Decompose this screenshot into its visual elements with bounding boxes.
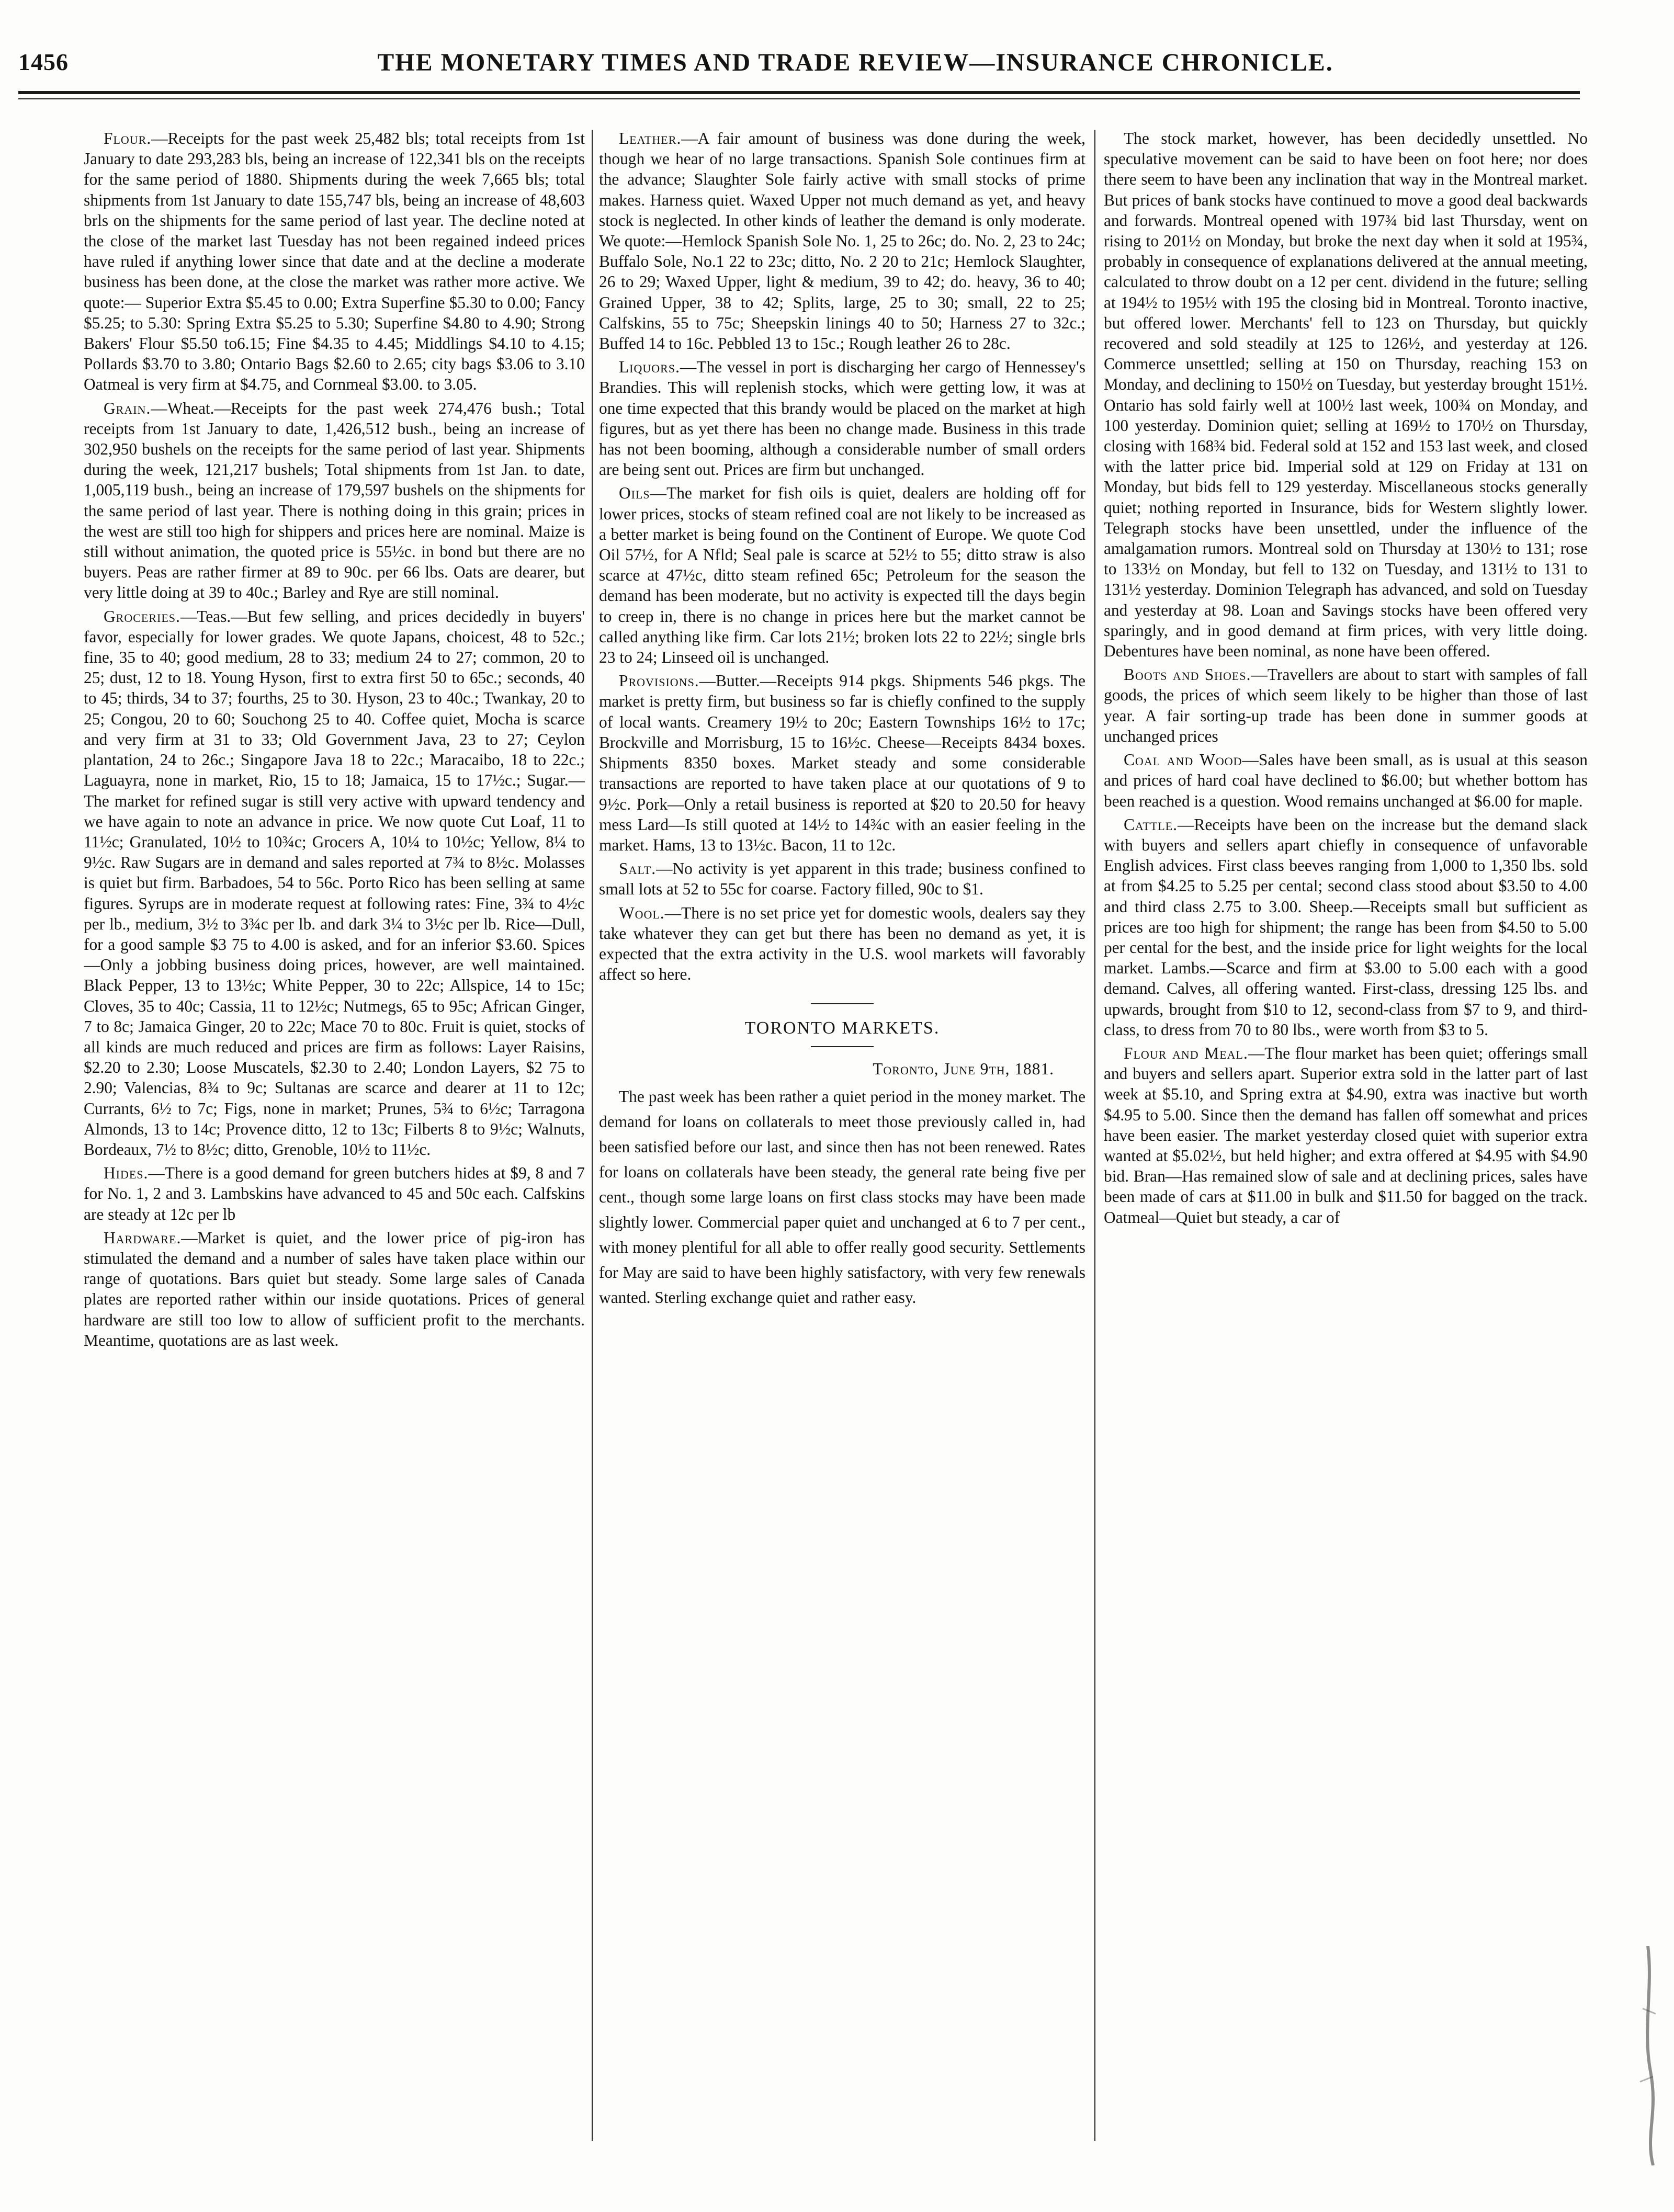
article-liquors [599, 357, 1085, 480]
article-cattle [1104, 814, 1588, 1040]
text-cattle: —Receipts have been on the increase but the demand slack with buyers and sellers apart chiefly in consequence of unfavorable English advices. First class beeves ranging from 1,000 to 1,350 lbs. sold at from $4.25 to 5.25 per cental; second class stood about $3.50 to 4.00 and third class 2.75 to 3.00. Sheep.—Receipts small but sufficient as prices are too high for shipment; the range has been from $4.50 to 5.00 per cental for the best, and the inside price for light weights for the local market. Lambs.—Scarce and firm at $3.00 to 5.00 each with a good demand. Calves, all offering wanted. First-class, dressing 125 lbs. and upwards, brought from $10 to 12, second-class from $7 to 9, and third-class, to dress from 70 to 80 lbs., were worth from $3 to 5. [1104, 815, 1588, 1039]
header-rule-thick [18, 91, 1580, 94]
heading-hides: Hides. [104, 1164, 149, 1183]
column-2 [599, 128, 1085, 2147]
header-rule-thin [18, 98, 1580, 99]
text-flour-meal: —The flour market has been quiet; offerings small and buyers and sellers apart. Superior extra sold in the latter part of last week at $5.10, and Spring extra at $4.90, extra was inactive but worth $4.95 to 5.00. Since then the demand has fallen off somewhat and prices have been easier. The market yesterday closed quiet with superior extra wanted at $5.02½, but held higher; and extra offered at $4.95 with $4.90 bid. Bran—Has remained slow of sale and at declining prices, sales have been made of cars at $11.00 in bulk and $11.50 for bagged on the track. Oatmeal—Quiet but steady, a car of [1104, 1043, 1588, 1227]
page-header [18, 48, 1588, 86]
heading-flour-meal: Flour and Meal. [1124, 1043, 1248, 1062]
heading-boots-shoes: Boots and Shoes. [1124, 665, 1251, 684]
article-money-market: The past week has been rather a quiet period in the money market. The demand for loans on collaterals to meet those previously called in, had been satisfied before our last, and since then has not been renewed. Rates for loans on collaterals have been steady, the general rate being five per cent., though some large loans on first class stocks may have been made slightly lower. Commercial paper quiet and unchanged at 6 to 7 per cent., with money plentiful for all able to offer really good security. Settlements for May are said to have been highly satisfactory, with very few renewals wanted. Sterling exchange quiet and rather easy. [599, 1087, 1085, 1307]
heading-coal-wood: Coal and Wood [1124, 751, 1242, 769]
section-title-toronto-markets: TORONTO MARKETS. [744, 1018, 940, 1038]
text-hides: —There is a good demand for green butchers hides at $9, 8 and 7 for No. 1, 2 and 3. Lambskins have advanced to 45 and 50c each. Calfskins are steady at 12c per lb [84, 1164, 585, 1223]
article-hardware [84, 1228, 585, 1351]
page-number: 1456 [18, 49, 69, 75]
article-leather [599, 128, 1085, 354]
section-rule-bottom [811, 1046, 874, 1047]
article-flour-meal [1104, 1043, 1588, 1228]
heading-wool: Wool. [619, 903, 665, 922]
article-salt [599, 858, 1085, 899]
heading-provisions: Provisions. [619, 672, 699, 690]
text-hardware: —Market is quiet, and the lower price of pig-iron has stimulated the demand and a number of sales have taken place within our range of quotations. Bars quiet but steady. Some large sales of Canada plates are reported rather within our inside quotations. Prices of general hardware are still too low to allow of sufficient profit to the merchants. Meantime, quotations are as last week. [84, 1228, 585, 1349]
heading-grain: Grain. [104, 399, 151, 417]
text-salt: —No activity is yet apparent in this trade; business confined to small lots at 52 to 55c for coarse. Factory filled, 90c to $1. [599, 859, 1085, 899]
text-coal-wood: —Sales have been small, as is usual at this season and prices of hard coal have declined to $6.00; but whether bottom has been reached is a question. Wood remains unchanged at $6.00 for maple. [1104, 751, 1588, 810]
text-flour: —Receipts for the past week 25,482 bls; total receipts from 1st January to date 293,283 bls, being an increase of 122,341 bls on the receipts for the same period of 1880. Shipments during the week 7,665 bls; total shipments from 1st January to date 155,747 bls, being an increase of 48,603 brls on the shipments for the same period of last year. The decline noted at the close of the market last Tuesday has not been regained indeed prices have ruled if anything lower since that date and at the decline a moderate business has been done, at the close the market was rather more active. We quote:— Superior Extra $5.45 to 0.00; Extra Superfine $5.30 to 0.00; Fancy $5.25; to 5.30: Spring Extra $5.25 to 5.30; Superfine $4.80 to 4.90; Strong Bakers' Flour $5.50 to6.15; Fine $4.35 to 4.45; Middlings $4.10 to 4.15; Pollards $3.70 to 3.80; Ontario Bags $2.60 to 2.65; city bags $3.06 to 3.10 Oatmeal is very firm at $4.75, and Cornmeal $3.00. to 3.05. [84, 129, 585, 394]
dateline: Toronto, June 9th, 1881. [873, 1059, 1054, 1078]
heading-oils: Oils [619, 484, 650, 503]
column-3 [1104, 128, 1588, 2147]
heading-hardware: Hardware. [104, 1228, 182, 1247]
article-boots-shoes [1104, 664, 1588, 746]
column-1 [84, 128, 585, 2147]
article-stock-market: The stock market, however, has been decidedly unsettled. No speculative movement can be said to have been on foot here; nor does there seem to have been any inclination that way in the Montreal market. But prices of bank stocks have continued to move a good deal backwards and forwards. Montreal opened with 197¾ bid last Thursday, went on rising to 201½ on Monday, but broke the next day when it sold at 195¾, probably in consequence of explanations delivered at the annual meeting, calculated to throw doubt on a 12 per cent. dividend in the future; selling at 194½ to 195½ with 195 the closing bid in Montreal. Toronto inactive, but offered lower. Merchants' fell to 123 on Thursday, but quickly recovered and sold steadily at 125 to 126½, and yesterday at 126. Commerce unsettled; selling at 150 on Thursday, reaching 153 on Monday, and declining to 150½ on Tuesday, but yesterday brought 151½. Ontario has sold fairly well at 100½ last week, 100¾ on Monday, and 100 yesterday. Dominion quiet; selling at 169½ to 170½ on Thursday, closing with 168¾ bid. Federal sold at 152 and 153 last week, and closed with the latter price bid. Imperial sold at 129 on Friday at 131 on Monday, but bids fell to 129 yesterday. Miscellaneous stocks generally quiet; nothing reported in Insurance, bids for Western slightly lower. Telegraph stocks have been unsettled, under the influence of the amalgamation rumors. Montreal sold on Thursday at 130½ to 131; rose to 133½ on Monday, but fell to 132 on Tuesday, and 131½ to 131 to 131½ yesterday. Dominion Telegraph has advanced, and sold on Tuesday and yesterday at 98. Loan and Savings stocks have been offered very sparingly, and in good demand at firm prices, with very little doing. Debentures have been nominal, as none have been offered. [1104, 129, 1588, 661]
heading-flour: Flour. [104, 129, 152, 148]
text-liquors: —The vessel in port is discharging her cargo of Hennessey's Brandies. This will replenish stocks, which were getting low, it was at one time expected that this brandy would be placed on the market at high figures, but as yet there has been no change made. Business in this trade has not been booming, although a considerable number of small orders are being sent out. Prices are firm but unchanged. [599, 358, 1085, 479]
article-groceries [84, 606, 585, 1160]
article-grain [84, 398, 585, 603]
column-divider-2 [1094, 130, 1095, 2141]
page-edge-smudge [1632, 1946, 1661, 2165]
heading-cattle: Cattle. [1124, 815, 1178, 834]
heading-salt: Salt. [619, 859, 657, 878]
article-hides [84, 1163, 585, 1224]
heading-liquors: Liquors. [619, 358, 680, 377]
text-provisions: —Butter.—Receipts 914 pkgs. Shipments 546 pkgs. The market is pretty firm, but business so far is chiefly confined to the supply of local wants. Creamery 19½ to 20c; Eastern Townships 16½ to 17c; Brockville and Morrisburg, 15 to 16½c. Cheese—Receipts 8434 boxes. Shipments 8350 boxes. Market steady and some considerable transactions are reported to have taken place at our quotations of 9 to 9½c. Pork—Only a retail business is reported at $20 to 20.50 for heavy mess Lard—Is still quoted at 14½ to 14¾c with an easier feeling in the market. Hams, 13 to 13½c. Bacon, 11 to 12c. [599, 672, 1085, 854]
article-wool [599, 903, 1085, 985]
text-groceries: —Teas.—But few selling, and prices decidedly in buyers' favor, especially for lower grades. We quote Japans, choicest, 48 to 52c.; fine, 35 to 40; good medium, 28 to 33; medium 24 to 27; common, 20 to 25; dust, 12 to 18. Young Hyson, first to extra first 50 to 65c.; seconds, 40 to 45; thirds, 34 to 37; fourths, 25 to 30. Hyson, 23 to 40c.; Twankay, 20 to 25; Congou, 20 to 60; Souchong 25 to 40. Coffee quiet, Mocha is scarce and very firm at 31 to 33; Old Government Java, 23 to 27; Ceylon plantation, 24 to 26c.; Singapore Java 18 to 22c.; Maracaibo, 18 to 22c.; Laguayra, none in market, Rio, 15 to 18; Jamaica, 15 to 17½c.; Sugar.—The market for refined sugar is still very active with upward tendency and we have again to note an advance in price. We now quote Cut Loaf, 11 to 11½c; Granulated, 10½ to 10¾c; Grocers A, 10¼ to 10½c; Yellow, 8¼ to 9½c. Raw Sugars are in demand and sales reported at 7¾ to 8½c. Molasses is quiet but firm. Barbadoes, 54 to 56c. Porto Rico has been selling at same figures. Syrups are in moderate request at following rates: Fine, 3¾ to 4½c per lb., medium, 3½ to 3¾c per lb. and dark 3¼ to 3½c per lb. Rice—Dull, for a good sample $3 75 to 4.00 is asked, and for an inferior $3.60. Spices—Only a jobbing business doing prices, however, are well maintained. Black Pepper, 13 to 13½c; White Pepper, 30 to 22c; Allspice, 14 to 15c; Cloves, 35 to 40c; Cassia, 11 to 12½c; Nutmegs, 65 to 95c; African Ginger, 7 to 8c; Jamaica Ginger, 20 to 22c; Mace 70 to 80c. Fruit is quiet, stocks of all kinds are much reduced and prices are firm as follows: Layer Raisins, $2.20 to 2.30; Loose Muscatels, $2.30 to 2.40; London Layers, $2 75 to 2.90; Valencias, 8¾ to 9c; Sultanas are scarce and dearer at 11 to 12c; Currants, 6½ to 7c; Figs, none in market; Prunes, 5¾ to 6½c; Tarragona Almonds, 13 to 14c; Provence ditto, 12 to 13c; Filberts 8 to 9½c; Walnuts, Bordeaux, 7½ to 8½c; ditto, Grenoble, 10½ to 11½c. [84, 607, 585, 1159]
text-grain: —Wheat.—Receipts for the past week 274,476 bush.; Total receipts from 1st January to date, 1,426,512 bush., being an increase of 302,950 bushels on the receipts for the same period of last year. Shipments during the week, 121,217 bushels; Total shipments from 1st Jan. to date, 1,005,119 bush., being an increase of 179,597 bushels on the shipments for the same period of last year. There is nothing doing in this grain; prices in the west are still too high for shippers and prices here are nominal. Maize is still without animation, the quoted price is 55½c. in bond but there are no buyers. Peas are rather firmer at 89 to 90c. per 66 lbs. Oats are dearer, but very little doing at 39 to 40c.; Barley and Rye are still nominal. [84, 399, 585, 602]
text-leather: —A fair amount of business was done during the week, though we hear of no large transactions. Spanish Sole continues firm at the advance; Slaughter Sole fairly active with small stocks of prime makes. Harness quiet. Waxed Upper not much demand as yet, and heavy stock is neglected. In other kinds of leather the demand is only moderate. We quote:—Hemlock Spanish Sole No. 1, 25 to 26c; do. No. 2, 23 to 24c; Buffalo Sole, No.1 22 to 23c; ditto, No. 2 20 to 21c; Hemlock Slaughter, 26 to 29; Waxed Upper, light & medium, 39 to 42; do. heavy, 36 to 40; Grained Upper, 38 to 42; Splits, large, 25 to 30; small, 22 to 25; Calfskins, 55 to 75c; Sheepskin linings 40 to 50; Harness 27 to 32c.; Buffed 14 to 16c. Pebbled 13 to 15c.; Rough leather 26 to 28c. [599, 129, 1085, 353]
masthead-title: THE MONETARY TIMES AND TRADE REVIEW—INSURANCE CHRONICLE. [377, 49, 1333, 76]
article-coal-wood [1104, 750, 1588, 811]
article-flour [84, 128, 585, 395]
heading-leather: Leather. [619, 129, 682, 148]
text-boots-shoes: —Travellers are about to start with samples of fall goods, the prices of which seem likely to be higher than those of last year. A fair sorting-up trade has been done in summer goods at unchanged prices [1104, 665, 1588, 745]
article-oils [599, 483, 1085, 667]
article-provisions [599, 671, 1085, 855]
heading-groceries: Groceries. [104, 607, 180, 626]
text-wool: —There is no set price yet for domestic wools, dealers say they take whatever they can get but there has been no demand as yet, it is expected that the extra activity in the U.S. wool markets will favorably affect so here. [599, 903, 1085, 984]
section-rule-top [811, 1003, 874, 1004]
column-divider-1 [592, 130, 593, 2141]
text-oils: —The market for fish oils is quiet, dealers are holding off for lower prices, stocks of steam refined coal are not likely to be increased as a better market is being found on the Continent of Europe. We quote Cod Oil 57½, for A Nfld; Seal pale is scarce at 52½ to 55; ditto straw is also scarce at 47½c, ditto steam refined 65c; Petroleum for the season the demand has been moderate, but no activity is expected till the days begin to creep in, there is no change in prices here but the market cannot be called anything like firm. Car lots 21½; broken lots 22 to 22½; single brls 23 to 24; Linseed oil is unchanged. [599, 484, 1085, 667]
